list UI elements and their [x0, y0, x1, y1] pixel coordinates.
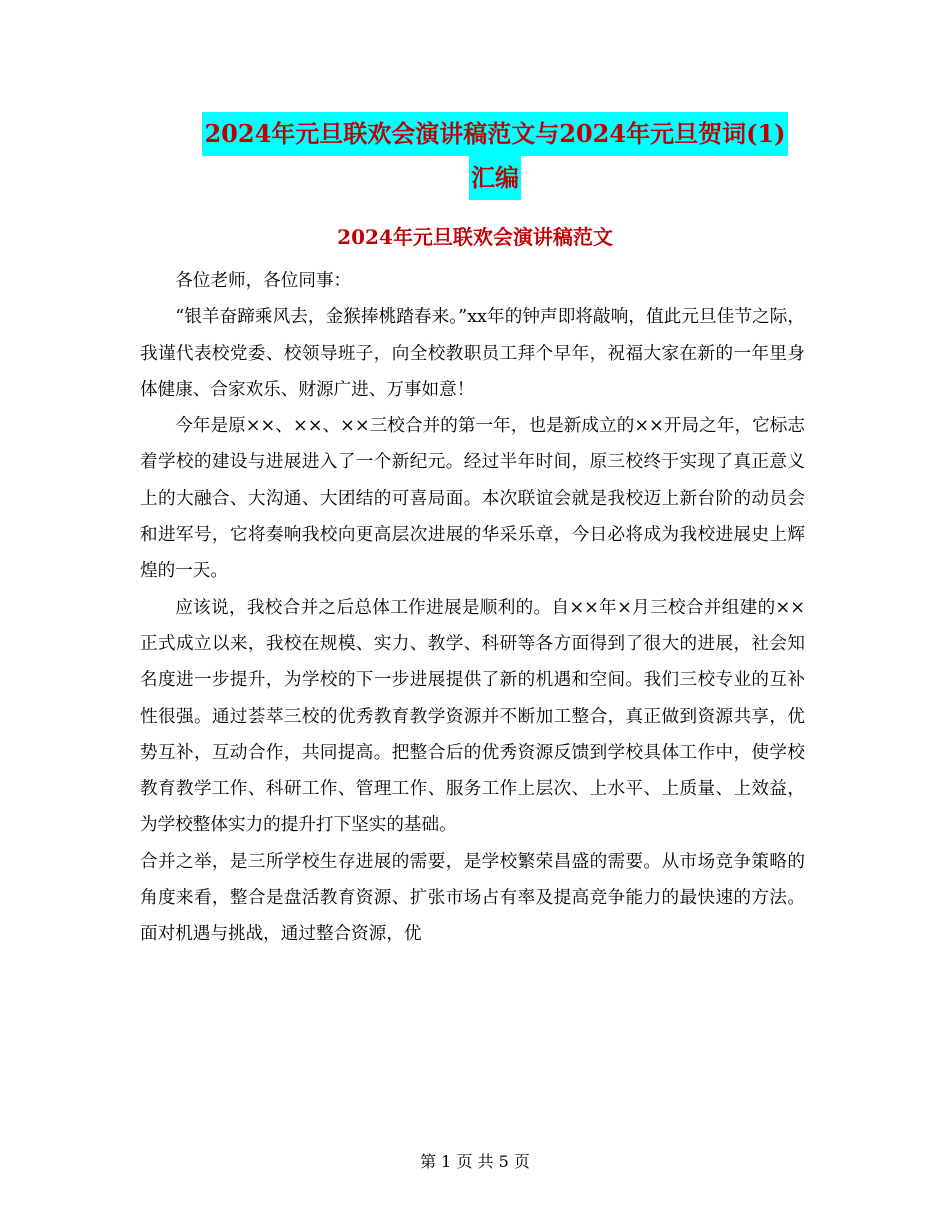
paragraph: “银羊奋蹄乘风去，金猴捧桃踏春来。”xx年的钟声即将敲响，值此元旦佳节之际，我谨代表校党委、校领导班子，向全校教职员工拜个早年，祝福大家在新的一年里身体健康、合家欢乐、财源广进、万事如意！ [140, 307, 805, 400]
paragraph: 应该说，我校合并之后总体工作进展是顺利的。自××年×月三校合并组建的××正式成立以来，我校在规模、实力、教学、科研等各方面得到了很大的进展，社会知名度进一步提升，为学校的下一步进展提供了新的机遇和空间。我们三校专业的互补性很强。通过荟萃三校的优秀教育教学资源并不断加工整合，真正做到资源共享，优势互补，互动合作，共同提高。把整合后的优秀资源反馈到学校具体工作中，使学校教育教学工作、科研工作、管理工作、服务工作上层次、上水平、上质量、上效益，为学校整体实力的提升打下坚实的基础。 [140, 597, 805, 836]
page-footer: 第 1 页 共 5 页 [420, 1152, 530, 1171]
paragraph-salutation: 各位老师，各位同事： [175, 271, 352, 291]
document-body [140, 263, 805, 953]
title-line-1: 2024年元旦联欢会演讲稿范文与2024年元旦贺词(1) [202, 112, 787, 156]
paragraph: 合并之举，是三所学校生存进展的需要，是学校繁荣昌盛的需要。从市场竞争策略的角度来看，整合是盘活教育资源、扩张市场占有率及提高竞争能力的最快速的方法。面对机遇与挑战，通过整合资源，优 [140, 851, 805, 945]
section-heading: 2024年元旦联欢会演讲稿范文 [337, 225, 613, 249]
title-line-2: 汇编 [469, 156, 521, 200]
paragraph: 今年是原××、××、××三校合并的第一年，也是新成立的××开局之年，它标志着学校的建设与进展进入了一个新纪元。经过半年时间，原三校终于实现了真正意义上的大融合、大沟通、大团结的可喜局面。本次联谊会就是我校迈上新台阶的动员会和进军号，它将奏响我校向更高层次进展的华采乐章，今日必将成为我校进展史上辉煌的一天。 [140, 416, 805, 582]
document-title [185, 112, 805, 200]
